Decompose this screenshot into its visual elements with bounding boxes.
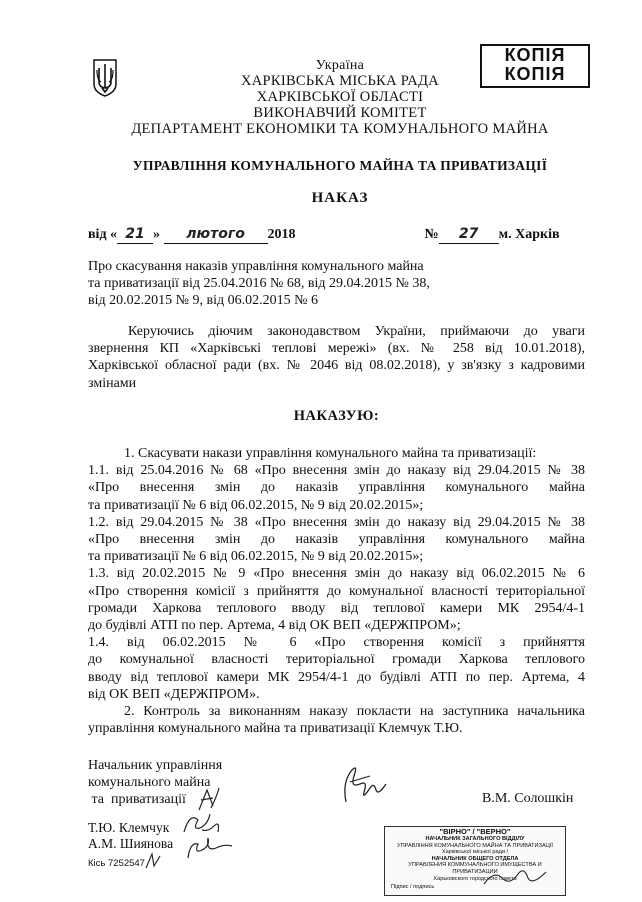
date-number-line xyxy=(88,225,588,244)
document-type: НАКАЗ xyxy=(311,190,369,206)
signature-title-line: Начальник управління xyxy=(88,758,223,773)
copy-stamp-line1: КОПІЯ xyxy=(504,45,566,65)
verified-stamp-line: Харківської міської ради / xyxy=(441,849,509,856)
subject-line: від 20.02.2015 № 9, від 06.02.2015 № 6 xyxy=(88,293,318,308)
approver-2: А.М. Шиянова xyxy=(88,836,174,851)
preamble-line: звернення КП «Харківські теплові мережі» (вх. № 258 від 10.01.2018), xyxy=(88,341,585,357)
verified-stamp-line: УПРАВЛЕНИЯ КОММУНАЛЬНОГО ИМУЩЕСТВА И ПРИВАТИЗАЦИИ xyxy=(408,862,542,875)
preamble-line: змінами xyxy=(88,375,137,391)
order-item-line: та приватизації № 6 від 06.02.2015, № 9 від 20.02.2015»; xyxy=(88,549,424,565)
order-item-line: «Про внесення змін до наказів управління комунального майна xyxy=(88,480,585,496)
preamble-block xyxy=(88,323,585,392)
order-item-line: громади Харкова теплового вводу від теплової камери МК 2954/4-1 xyxy=(88,600,585,616)
subject-line: Про скасування наказів управління комунального майна xyxy=(88,259,424,274)
order-item-line: вводу від теплової камери МК 2954/4-1 до будівлі АТП по пер. Артема, 4 xyxy=(88,669,585,685)
header-directorate: УПРАВЛІННЯ КОМУНАЛЬНОГО МАЙНА ТА ПРИВАТИЗАЦІЇ xyxy=(132,158,548,173)
executor-signature xyxy=(144,852,162,870)
approvals-block xyxy=(88,820,173,852)
order-item-line: 2. Контроль за виконанням наказу покласти на заступника начальника xyxy=(124,704,585,720)
preamble-line: Керуючись діючим законодавством України, приймаючи до уваги xyxy=(128,324,585,339)
signature-title-line: та приватизації xyxy=(88,792,186,807)
subject-block xyxy=(88,258,430,309)
approver-1: Т.Ю. Клемчук xyxy=(88,820,170,835)
verified-stamp-title: "ВІРНО" / "ВЕРНО" xyxy=(439,827,511,836)
executor-note: Кісь 7252547 xyxy=(88,858,145,869)
verified-stamp-line: НАЧАЛЬНИК ОБЩЕГО ОТДЕЛА xyxy=(431,855,519,862)
verified-stamp-line: Підпис / подпись xyxy=(391,884,435,891)
director-signature xyxy=(340,762,390,806)
approval-signatures xyxy=(178,808,238,862)
city: м. Харків xyxy=(498,227,560,242)
order-item-line: від ОК ВЕП «ДЕРЖПРОМ». xyxy=(88,686,260,702)
order-number: 27 xyxy=(439,225,499,244)
order-item-line: 1.4. від 06.02.2015 № 6 «Про створення комісії з прийняття xyxy=(88,635,585,651)
date-open-quote: « xyxy=(110,227,118,242)
order-item-line: 1. Скасувати накази управління комунального майна та приватизації: xyxy=(124,446,537,461)
copy-stamp-line2: КОПІЯ xyxy=(504,64,566,84)
signature-title-line: комунального майна xyxy=(88,775,211,790)
header-country: Україна xyxy=(315,58,365,73)
header-council: ХАРКІВСЬКА МІСЬКА РАДА xyxy=(240,73,440,89)
verified-stamp-line: НАЧАЛЬНИК ЗАГАЛЬНОГО ВІДДІЛУ xyxy=(425,836,525,842)
date-month: лютого xyxy=(164,225,268,244)
order-item-line: 1.1. від 25.04.2016 № 68 «Про внесення змін до наказу від 29.04.2015 № 38 xyxy=(88,463,585,479)
subject-line: та приватизації від 25.04.2016 № 68, від 29.04.2015 № 38, xyxy=(88,276,430,291)
order-item-line: управління комунального майна та приватизації Клемчук Т.Ю. xyxy=(88,721,463,737)
number-label: № xyxy=(424,227,439,242)
order-item-line: «Про внесення змін до наказів управління комунального майна xyxy=(88,532,585,548)
order-items xyxy=(88,445,585,737)
date-year: 2018 xyxy=(267,227,296,242)
date-close-quote: » xyxy=(153,227,161,242)
verified-stamp-signature xyxy=(480,864,550,890)
header-region: ХАРКІВСЬКОЇ ОБЛАСТІ xyxy=(256,89,424,105)
order-word: НАКАЗУЮ: xyxy=(293,408,380,424)
date-from-label: від xyxy=(88,227,107,242)
header-department: ДЕПАРТАМЕНТ ЕКОНОМІКИ ТА КОМУНАЛЬНОГО МАЙНА xyxy=(131,121,549,137)
order-item-line: до комунальної власності територіальної громади Харкова теплового xyxy=(88,652,585,668)
order-item-line: «Про створення комісії з прийняття до комунальної власності територіальної xyxy=(88,583,585,599)
signatory-name: В.М. Солошкін xyxy=(482,791,574,806)
order-item-line: до будівлі АТП по пер. Артема, 4 від ОК ВЕП «ДЕРЖПРОМ»; xyxy=(88,618,461,634)
verified-stamp-line: Харьковского городского совета xyxy=(433,875,517,882)
preamble-line: Харківської обласної ради (вх. № 2046 від 08.02.2018), у зв'язку з кадровими xyxy=(88,358,585,374)
header-committee: ВИКОНАВЧИЙ КОМІТЕТ xyxy=(253,105,427,121)
order-item-line: 1.2. від 29.04.2015 № 38 «Про внесення змін до наказу від 29.04.2015 № 38 xyxy=(88,514,585,530)
order-item-line: 1.3. від 20.02.2015 № 9 «Про внесення змін до наказу від 06.02.2015 № 6 xyxy=(88,566,585,582)
order-item-line: та приватизації № 6 від 06.02.2015, № 9 від 20.02.2015»; xyxy=(88,497,424,513)
date-day: 21 xyxy=(117,225,153,244)
verified-stamp-line: УПРАВЛІННЯ КОМУНАЛЬНОГО МАЙНА ТА ПРИВАТИЗАЦІЇ xyxy=(397,842,553,849)
